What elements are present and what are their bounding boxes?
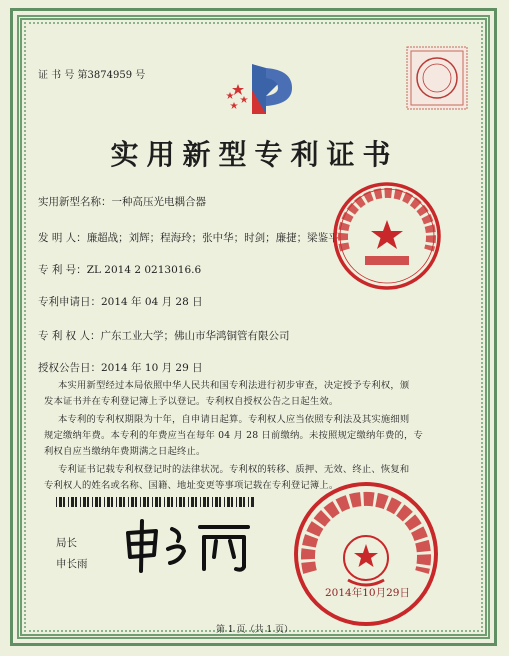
director-title: 局长 [56,537,77,549]
certificate-number: 证 书 号 第3874959 号 [38,70,146,81]
patent-office-logo-icon [222,60,300,118]
certificate-title: 实用新型专利证书 [110,138,399,171]
body-paragraph-3-line-2: 专利权人的姓名或名称、国籍、地址变更等事项记载在专利登记簿上。 [44,480,339,491]
inventor-value: 廉超战；刘辉；程海玲；张中华；时剑；廉捷；梁鉴平 [86,232,339,244]
seal-date: 2014年10月29日 [325,587,410,599]
director-name: 申长雨 [56,558,88,570]
name-row [38,194,206,209]
filing-date-value: 2014 年 04 月 28 日 [101,296,203,308]
handwritten-signature-icon [120,515,260,575]
body-paragraph-1-line-2: 发本证书并在专利登记簿上予以登记。专利权自授权公告之日起生效。 [44,396,339,407]
barcode-icon [56,497,256,507]
patent-number-label: 专 利 号： [38,264,87,276]
patent-office-seal-icon [292,480,440,628]
patentee-label: 专 利 权 人： [38,330,101,342]
body-paragraph-1-line-1: 本实用新型经过本局依照中华人民共和国专利法进行初步审查，决定授予专利权，颁 [58,380,410,391]
body-paragraph-3-line-1: 专利证书记载专利权登记时的法律状况。专利权的转移、质押、无效、终止、恢复和 [58,464,410,475]
filing-date-label: 专利申请日： [38,296,101,308]
page-footer: 第 1 页（共 1 页） [216,625,293,635]
grant-date-value: 2014 年 10 月 29 日 [101,362,203,374]
company-seal-icon [331,180,443,292]
patent-number-value: ZL 2014 2 0213016.6 [86,264,202,276]
body-paragraph-2-line-3: 利权自应当缴纳年费期满之日起终止。 [44,446,206,457]
filing-date-row [38,294,203,309]
patent-number-row [38,262,201,277]
name-label: 实用新型名称： [38,196,112,208]
grant-date-row [38,360,203,375]
patentee-value: 广东工业大学；佛山市华鸿铜管有限公司 [100,330,290,342]
body-paragraph-2-line-1: 本专利的专利权期限为十年，自申请日起算。专利权人应当依照专利法及其实施细则 [58,414,410,425]
inventor-row [38,230,339,245]
name-value: 一种高压光电耦合器 [111,196,206,208]
grant-date-label: 授权公告日： [38,362,101,374]
patentee-row [38,328,290,343]
revenue-stamp-icon [406,46,468,110]
inventor-label: 发 明 人： [38,232,87,244]
body-paragraph-2-line-2: 规定缴纳年费。本专利的年费应当在每年 04 月 28 日前缴纳。未按照规定缴纳年费的，专 [44,430,423,441]
